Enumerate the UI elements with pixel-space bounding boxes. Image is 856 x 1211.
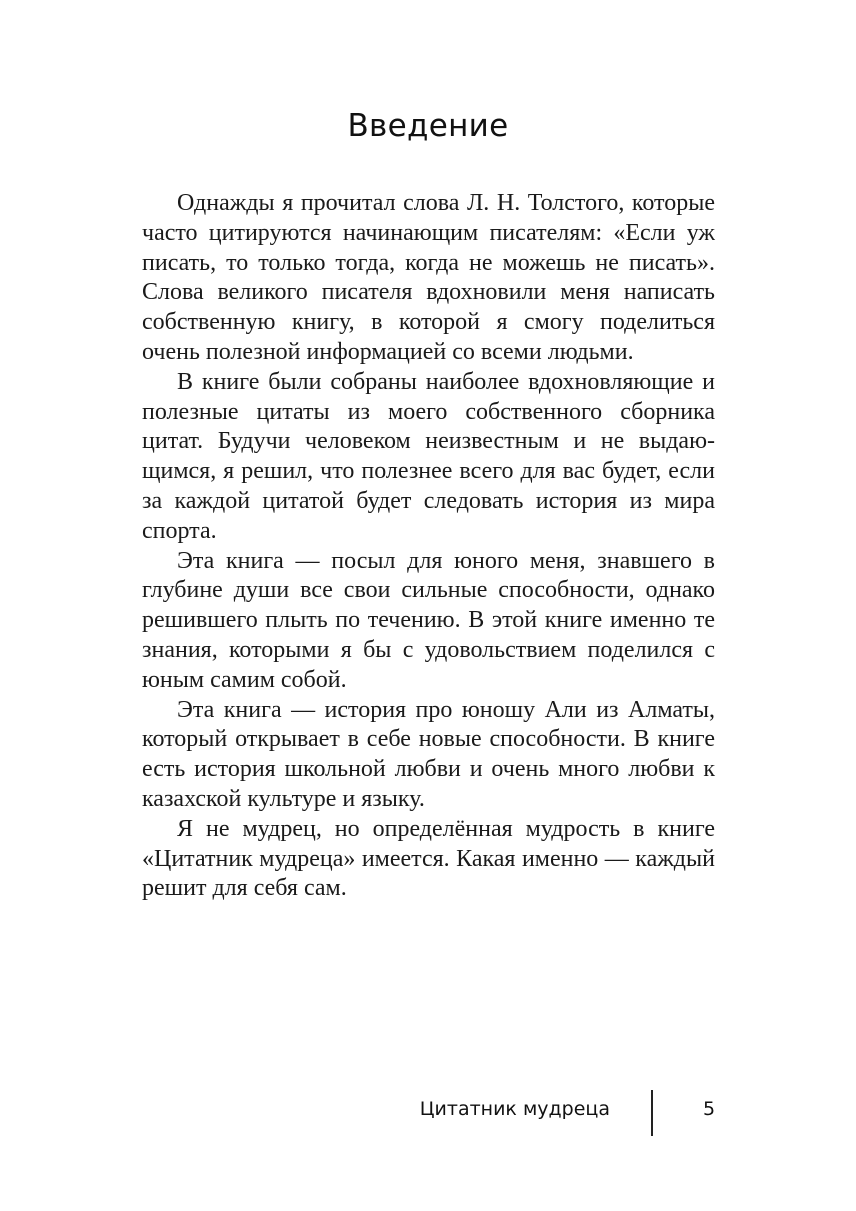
- page-number: 5: [703, 1098, 716, 1120]
- paragraph: В книге были собраны наиболее вдохновляющие и полезные цитаты из моего собственного сборника цитат. Будучи человеком неизвестным и не выдающимся, я решил, что полезнее всего для вас будет, если за каждой цитатой будет следовать история из мира спорта.: [142, 368, 715, 544]
- footer-divider: [651, 1090, 653, 1136]
- page-footer: [0, 1090, 856, 1138]
- paragraph: Однажды я прочитал слова Л. Н. Толстого, которые часто цитируются начинающим писателям: «Если уж писать, то только тогда, когда не можешь не писать». Слова великого писателя вдохновили меня написать собственную книгу, в которой я смогу поделиться очень полезной информацией со всеми людьми.: [142, 190, 715, 365]
- paragraph: Эта книга — посыл для юного меня, знавшего в глубине души все свои сильные способности, однако решившего плыть по течению. В этой книге именно те знания, которыми я бы с удовольствием поделился с юным самим собой.: [142, 547, 715, 693]
- paragraph: Эта книга — история про юношу Али из Алматы, который открывает в себе новые способности. В книге есть история школьной любви и очень много любви к казахской культуре и языку.: [142, 696, 715, 812]
- chapter-heading: Введение: [347, 108, 509, 144]
- chapter-body: [142, 189, 715, 904]
- running-footer-title: Цитатник мудреца: [419, 1098, 610, 1120]
- paragraph: Я не мудрец, но определённая мудрость в книге «Цитатник мудреца» имеется. Какая именно — каждый решит для себя сам.: [142, 815, 715, 902]
